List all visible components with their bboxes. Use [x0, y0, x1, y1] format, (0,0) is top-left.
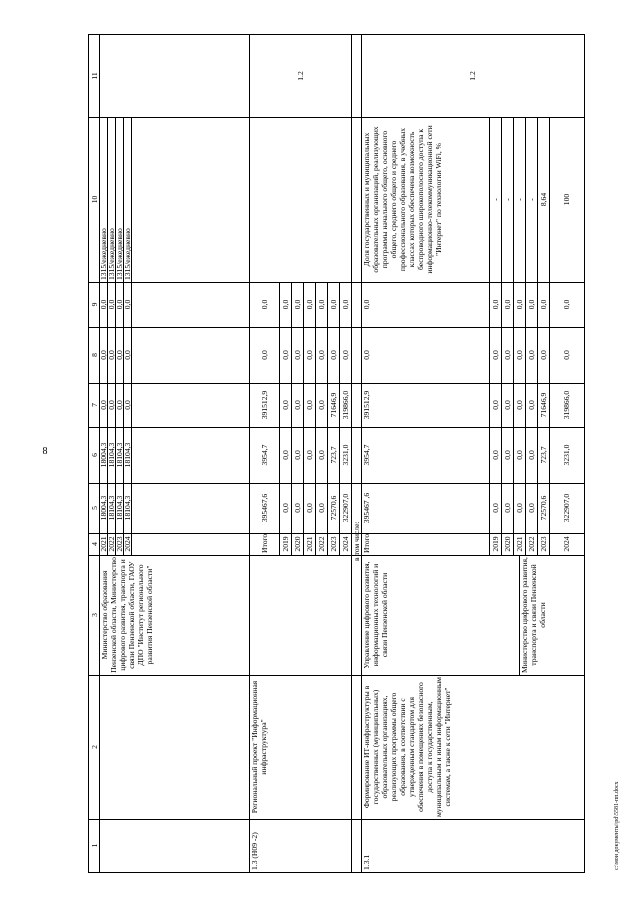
upper-c10-1-text: 1315/ежедневно [106, 228, 116, 280]
s131-c6-6-text: 3231,0 [562, 444, 571, 466]
upper-year-2-text: 2023 [114, 536, 124, 552]
grid-line [519, 555, 520, 675]
s13-c8-6 [339, 327, 351, 383]
header-col-4-text: 4 [89, 542, 99, 546]
s131-year-3-text: 2021 [514, 536, 524, 552]
upper-c10-0-text: 1315/ежедневно [98, 228, 108, 280]
s131-c5-2 [501, 483, 513, 533]
s131-c5-3 [513, 483, 525, 533]
upper-year-3 [123, 533, 131, 555]
s13-c9-3 [303, 282, 315, 327]
s13-c8-5-text: 0,0 [328, 350, 338, 360]
header-col-8-text: 8 [89, 353, 99, 357]
section-1-3-col11 [249, 35, 351, 117]
s131-c9-0 [361, 282, 385, 327]
s131-c5-6 [549, 483, 584, 533]
s131-c10-5-text: 8,64 [538, 192, 548, 207]
s131-c5-1-text: 0,0 [490, 503, 500, 513]
s13-c9-2 [291, 282, 303, 327]
upper-c10-2-text: 1315/ежедневно [114, 228, 124, 280]
s131-c9-3 [513, 282, 525, 327]
s131-c9-6-text: 0,0 [562, 299, 571, 310]
s131-year-5-text: 2023 [538, 536, 548, 552]
s13-c7-3-text: 0,0 [304, 400, 314, 410]
including-label-text: в том числе: [351, 521, 361, 561]
s131-year-2 [501, 533, 513, 555]
s13-year-5 [327, 533, 339, 555]
s131-c7-3-text: 0,0 [514, 400, 524, 410]
s13-c6-2 [291, 427, 303, 483]
s13-year-2 [291, 533, 303, 555]
section-1-3-col11-text: 1.2 [295, 71, 305, 81]
s131-c7-2 [501, 383, 513, 427]
s13-c7-1-text: 0,0 [280, 400, 290, 410]
s131-c7-6-text: 319866,0 [562, 390, 571, 420]
s131-c5-0 [361, 483, 385, 533]
upper-c9-2-text: 0,0 [114, 299, 124, 310]
grid-line [249, 35, 250, 872]
s131-c10-6 [549, 117, 584, 282]
header-col-4 [89, 533, 99, 555]
s131-c6-0-text: 3954,7 [362, 444, 371, 466]
s13-year-0 [249, 533, 279, 555]
s131-c6-1 [489, 427, 501, 483]
s131-c7-1 [489, 383, 501, 427]
s13-c6-3-text: 0,0 [304, 450, 314, 460]
s13-c8-4-text: 0,0 [316, 350, 326, 360]
s13-c6-0-text: 3954,7 [259, 444, 269, 466]
s131-c8-0 [361, 327, 385, 383]
upper-c9-0-text: 0,0 [98, 299, 108, 310]
s13-c7-3 [303, 383, 315, 427]
s131-c5-3-text: 0,0 [514, 503, 524, 513]
s13-c8-2 [291, 327, 303, 383]
s131-c6-5 [537, 427, 549, 483]
s131-c10-1 [489, 117, 501, 282]
s131-c8-3-text: 0,0 [514, 350, 524, 360]
s13-year-0-text: Итого [259, 533, 269, 553]
s13-c8-3 [303, 327, 315, 383]
s131-c9-6 [549, 282, 584, 327]
s131-c5-5 [537, 483, 549, 533]
s13-c7-2 [291, 383, 303, 427]
grid-line [279, 282, 280, 555]
s131-c7-2-text: 0,0 [502, 400, 512, 410]
s13-year-6 [339, 533, 351, 555]
section-1-3-title [249, 675, 351, 819]
grid-line [303, 282, 304, 555]
section-1-3-1-number [361, 819, 584, 872]
s13-c9-5 [327, 282, 339, 327]
s13-c6-6-text: 3231,0 [340, 444, 350, 466]
s131-c6-2-text: 0,0 [502, 450, 512, 460]
header-col-9 [89, 282, 99, 327]
s131-c7-5 [537, 383, 549, 427]
s13-c9-2-text: 0,0 [292, 299, 302, 310]
section-1-3-1-number-text: 1.3.1 [362, 854, 371, 870]
upper-c9-3-text: 0,0 [122, 299, 132, 310]
s13-c7-5 [327, 383, 339, 427]
s13-year-1 [279, 533, 291, 555]
s13-c5-4 [315, 483, 327, 533]
s131-c7-4 [525, 383, 537, 427]
s13-c7-6-text: 319866,0 [340, 390, 350, 420]
upper-c5-3 [123, 483, 131, 533]
s131-c9-1 [489, 282, 501, 327]
s13-c5-2-text: 0,0 [292, 503, 302, 513]
s131-c9-5 [537, 282, 549, 327]
s13-c9-5-text: 0,0 [328, 299, 338, 310]
s131-year-3 [513, 533, 525, 555]
header-col-1 [89, 819, 99, 872]
s13-c6-6 [339, 427, 351, 483]
s131-c7-5-text: 71646,9 [538, 392, 548, 418]
s131-year-2-text: 2020 [502, 536, 512, 552]
s13-c8-5 [327, 327, 339, 383]
s13-year-4-text: 2022 [316, 536, 326, 552]
s13-c8-6-text: 0,0 [340, 350, 350, 360]
s131-c10-5 [537, 117, 549, 282]
upper-executor-text: Министерство образования Пензенской области, Министерство цифрового развития, транспорта и связи Пензенской области, ГАОУ ДПО "Институт регионального развития Пензенской области" [100, 557, 154, 673]
s13-c5-4-text: 0,0 [316, 503, 326, 513]
upper-c7-3-text: 0,0 [122, 400, 132, 410]
s131-c9-4 [525, 282, 537, 327]
header-col-10-text: 10 [89, 195, 99, 204]
s131-c6-4-text: 0,0 [526, 450, 536, 460]
s13-c9-3-text: 0,0 [304, 299, 314, 310]
header-col-7-text: 7 [89, 403, 99, 407]
s13-c6-5-text: 723,7 [328, 446, 338, 464]
upper-c5-0-text: 18004,3 [98, 495, 108, 521]
s13-year-5-text: 2023 [328, 536, 338, 552]
s131-c8-6 [549, 327, 584, 383]
header-col-8 [89, 327, 99, 383]
s13-c7-4-text: 0,0 [316, 400, 326, 410]
header-col-2-text: 2 [89, 745, 99, 749]
section-1-3-1-title-text: Формирование ИТ-инфраструктуры в государственных (муниципальных) образовательных организациях, реализующих программы общего образования, в соответствии с утвержденным стандартом для обеспечения в помещениях безопасного доступа к государственным, муниципальным и иным информационным системам, а также к сети "Интернет" [362, 677, 452, 817]
header-col-1-text: 1 [89, 843, 99, 848]
grid-line [513, 117, 514, 555]
s13-year-3 [303, 533, 315, 555]
s131-c8-6-text: 0,0 [562, 350, 571, 360]
s13-c7-4 [315, 383, 327, 427]
s13-c9-1-text: 0,0 [280, 299, 290, 310]
footer-path-text: c:\мои документы\pd\5581-пп.docx [614, 781, 620, 870]
s131-c5-4 [525, 483, 537, 533]
upper-c6-1-text: 18104,3 [106, 442, 116, 468]
upper-year-1-text: 2022 [106, 536, 116, 552]
s13-c8-2-text: 0,0 [292, 350, 302, 360]
section-1-3-1-executor-lower [519, 555, 584, 675]
section-1-3-1-executor [361, 555, 489, 675]
s131-c6-2 [501, 427, 513, 483]
s131-c9-4-text: 0,0 [526, 299, 536, 310]
section-1-3-1-executor-lower-text: Министерство цифрового развития, транспорта и связи Пензенской области [520, 557, 547, 673]
s131-c8-4 [525, 327, 537, 383]
s13-c5-0-text: 395467,6 [259, 493, 269, 523]
grid-line [537, 117, 538, 555]
s13-c9-4-text: 0,0 [316, 299, 326, 310]
s13-c5-5 [327, 483, 339, 533]
s131-c6-3 [513, 427, 525, 483]
s131-year-1 [489, 533, 501, 555]
section-1-3-1-col11 [361, 35, 584, 117]
s131-c7-1-text: 0,0 [490, 400, 500, 410]
s13-c5-3-text: 0,0 [304, 503, 314, 513]
header-col-3-text: 3 [89, 613, 99, 617]
s13-c8-3-text: 0,0 [304, 350, 314, 360]
grid-line [525, 117, 526, 555]
s13-c7-6 [339, 383, 351, 427]
s131-year-6-text: 2024 [562, 536, 571, 552]
grid-line [549, 117, 550, 555]
section-1-3-1-title [361, 675, 584, 819]
s13-c6-0 [249, 427, 279, 483]
s131-c10-6-text: 100 [562, 193, 571, 206]
upper-c6-3-text: 18104,3 [122, 442, 132, 468]
s13-c8-0-text: 0,0 [259, 350, 269, 360]
s131-year-5 [537, 533, 549, 555]
s131-c7-6 [549, 383, 584, 427]
s13-c6-4-text: 0,0 [316, 450, 326, 460]
s13-year-2-text: 2020 [292, 536, 302, 552]
s131-c10-1-text: - [490, 198, 500, 201]
header-col-7 [89, 383, 99, 427]
section-1-3-1-indicator-text: Доля государственных и муниципальных образовательных организаций, реализующих программы начального общего, основного общего, среднего общего и среднего профессионального образования, в учебных классах которых обеспечена возможность беспроводного широкополосного доступа к информационно-телекоммуникационной сети "Интернет" по технологии WiFi, % [362, 125, 443, 274]
s131-c8-0-text: 0,0 [362, 350, 371, 360]
s13-year-3-text: 2021 [304, 536, 314, 552]
header-col-3 [89, 555, 99, 675]
s13-c5-5-text: 72570,6 [328, 495, 338, 521]
s13-c7-0 [249, 383, 279, 427]
s131-c6-6 [549, 427, 584, 483]
page-number: 8 [42, 446, 48, 457]
upper-c7-1-text: 0,0 [106, 400, 116, 410]
s131-year-6 [549, 533, 584, 555]
s13-c5-0 [249, 483, 279, 533]
upper-c6-2-text: 18104,3 [114, 442, 124, 468]
section-1-3-number-text: 1.3 (Н09 -2) [250, 832, 259, 870]
s131-c6-5-text: 723,7 [538, 446, 548, 464]
s131-year-4 [525, 533, 537, 555]
upper-c5-2-text: 18104,3 [114, 495, 124, 521]
s13-c8-4 [315, 327, 327, 383]
including-label [351, 407, 361, 563]
s13-c5-3 [303, 483, 315, 533]
s13-c5-6-text: 322907,0 [340, 493, 350, 523]
s131-c10-4 [525, 117, 537, 282]
s131-c10-3-text: - [514, 198, 524, 201]
upper-c6-0-text: 18004,3 [98, 442, 108, 468]
upper-c5-3-text: 18104,3 [122, 495, 132, 521]
grid-line [315, 282, 316, 555]
header-col-11 [89, 35, 99, 117]
s131-year-0-text: Итого [362, 533, 371, 553]
header-col-5-text: 5 [89, 506, 99, 510]
upper-c8-3 [123, 327, 131, 383]
upper-c9-3 [123, 282, 131, 327]
header-col-10 [89, 117, 99, 282]
s131-c7-0-text: 391512,9 [362, 390, 371, 420]
s13-c6-1 [279, 427, 291, 483]
s13-c9-0 [249, 282, 279, 327]
s131-c9-3-text: 0,0 [514, 299, 524, 310]
s13-c9-6 [339, 282, 351, 327]
s13-c6-5 [327, 427, 339, 483]
upper-year-0-text: 2021 [98, 536, 108, 552]
s131-c10-4-text: - [526, 198, 536, 201]
s13-c6-4 [315, 427, 327, 483]
budget-table [88, 34, 585, 873]
s131-c8-5-text: 0,0 [538, 350, 548, 360]
header-col-11-text: 11 [89, 72, 99, 80]
s13-c9-1 [279, 282, 291, 327]
grid-line [131, 117, 132, 555]
s13-c7-5-text: 71646,9 [328, 392, 338, 418]
s131-c9-0-text: 0,0 [362, 299, 371, 310]
section-1-3-title-text: Региональный проект "Информационная инфраструктура" [250, 680, 268, 814]
upper-c9-1-text: 0,0 [106, 299, 116, 310]
upper-c8-2-text: 0,0 [114, 350, 124, 360]
s131-c6-3-text: 0,0 [514, 450, 524, 460]
upper-c7-2-text: 0,0 [114, 400, 124, 410]
s131-c8-3 [513, 327, 525, 383]
s131-c8-5 [537, 327, 549, 383]
grid-line [489, 117, 490, 555]
s131-c7-0 [361, 383, 385, 427]
grid-line [291, 282, 292, 555]
upper-c8-3-text: 0,0 [122, 350, 132, 360]
s131-c10-3 [513, 117, 525, 282]
s131-c9-1-text: 0,0 [490, 299, 500, 310]
s131-year-0 [361, 533, 385, 555]
s131-c10-2-text: - [502, 198, 512, 201]
s131-c5-5-text: 72570,6 [538, 495, 548, 521]
header-col-9-text: 9 [89, 302, 99, 307]
s13-c5-1 [279, 483, 291, 533]
s13-c7-0-text: 391512,9 [259, 390, 269, 420]
s13-year-4 [315, 533, 327, 555]
s131-c8-4-text: 0,0 [526, 350, 536, 360]
s13-c9-6-text: 0,0 [340, 299, 350, 310]
upper-c10-3-text: 1315/ежедневно [122, 228, 132, 280]
s13-c9-4 [315, 282, 327, 327]
s131-c8-1 [489, 327, 501, 383]
s131-year-1-text: 2019 [490, 536, 500, 552]
section-1-3-number [249, 819, 351, 872]
s131-c8-2-text: 0,0 [502, 350, 512, 360]
s13-c7-1 [279, 383, 291, 427]
grid-line [501, 117, 502, 555]
header-col-6 [89, 427, 99, 483]
header-col-6-text: 6 [89, 453, 99, 457]
upper-c10-3 [123, 119, 131, 282]
s13-c6-3 [303, 427, 315, 483]
upper-year-3-text: 2024 [122, 536, 132, 552]
upper-c8-0-text: 0,0 [98, 350, 108, 360]
s131-c5-0-text: 395467 ,6 [362, 492, 371, 524]
s13-c6-2-text: 0,0 [292, 450, 302, 460]
header-col-5 [89, 483, 99, 533]
upper-c5-1-text: 18104,3 [106, 495, 116, 521]
s13-c7-2-text: 0,0 [292, 400, 302, 410]
s131-c5-6-text: 322907,0 [562, 493, 571, 523]
header-col-2 [89, 675, 99, 819]
s13-c8-0 [249, 327, 279, 383]
s13-c8-1-text: 0,0 [280, 350, 290, 360]
s131-c5-1 [489, 483, 501, 533]
footer-file-path [596, 150, 620, 870]
s131-c10-2 [501, 117, 513, 282]
s131-c6-4 [525, 427, 537, 483]
s131-c9-2 [501, 282, 513, 327]
s131-year-4-text: 2022 [526, 536, 536, 552]
s13-c5-1-text: 0,0 [280, 503, 290, 513]
s131-c9-2-text: 0,0 [502, 299, 512, 310]
upper-c8-1-text: 0,0 [106, 350, 116, 360]
upper-c6-3 [123, 427, 131, 483]
s131-c8-1-text: 0,0 [490, 350, 500, 360]
s13-c5-6 [339, 483, 351, 533]
section-1-3-1-indicator [361, 117, 489, 282]
s131-c5-4-text: 0,0 [526, 503, 536, 513]
upper-c7-3 [123, 383, 131, 427]
s131-c7-4-text: 0,0 [526, 400, 536, 410]
s131-c9-5-text: 0,0 [538, 299, 548, 310]
upper-executor [99, 555, 249, 675]
s131-c6-1-text: 0,0 [490, 450, 500, 460]
s131-c7-3 [513, 383, 525, 427]
section-1-3-1-executor-text: Управление цифрового развития, информационных технологий и связи Пензенской области [362, 561, 389, 669]
upper-c7-0-text: 0,0 [98, 400, 108, 410]
grid-line [339, 282, 340, 555]
s13-c6-1-text: 0,0 [280, 450, 290, 460]
s131-c5-2-text: 0,0 [502, 503, 512, 513]
s13-year-6-text: 2024 [340, 536, 350, 552]
s13-c8-1 [279, 327, 291, 383]
s131-c6-0 [361, 427, 385, 483]
s131-c8-2 [501, 327, 513, 383]
s13-c5-2 [291, 483, 303, 533]
grid-line [327, 282, 328, 555]
section-1-3-1-col11-text: 1.2 [468, 71, 477, 81]
s13-year-1-text: 2019 [280, 536, 290, 552]
s13-c9-0-text: 0,0 [259, 299, 269, 310]
